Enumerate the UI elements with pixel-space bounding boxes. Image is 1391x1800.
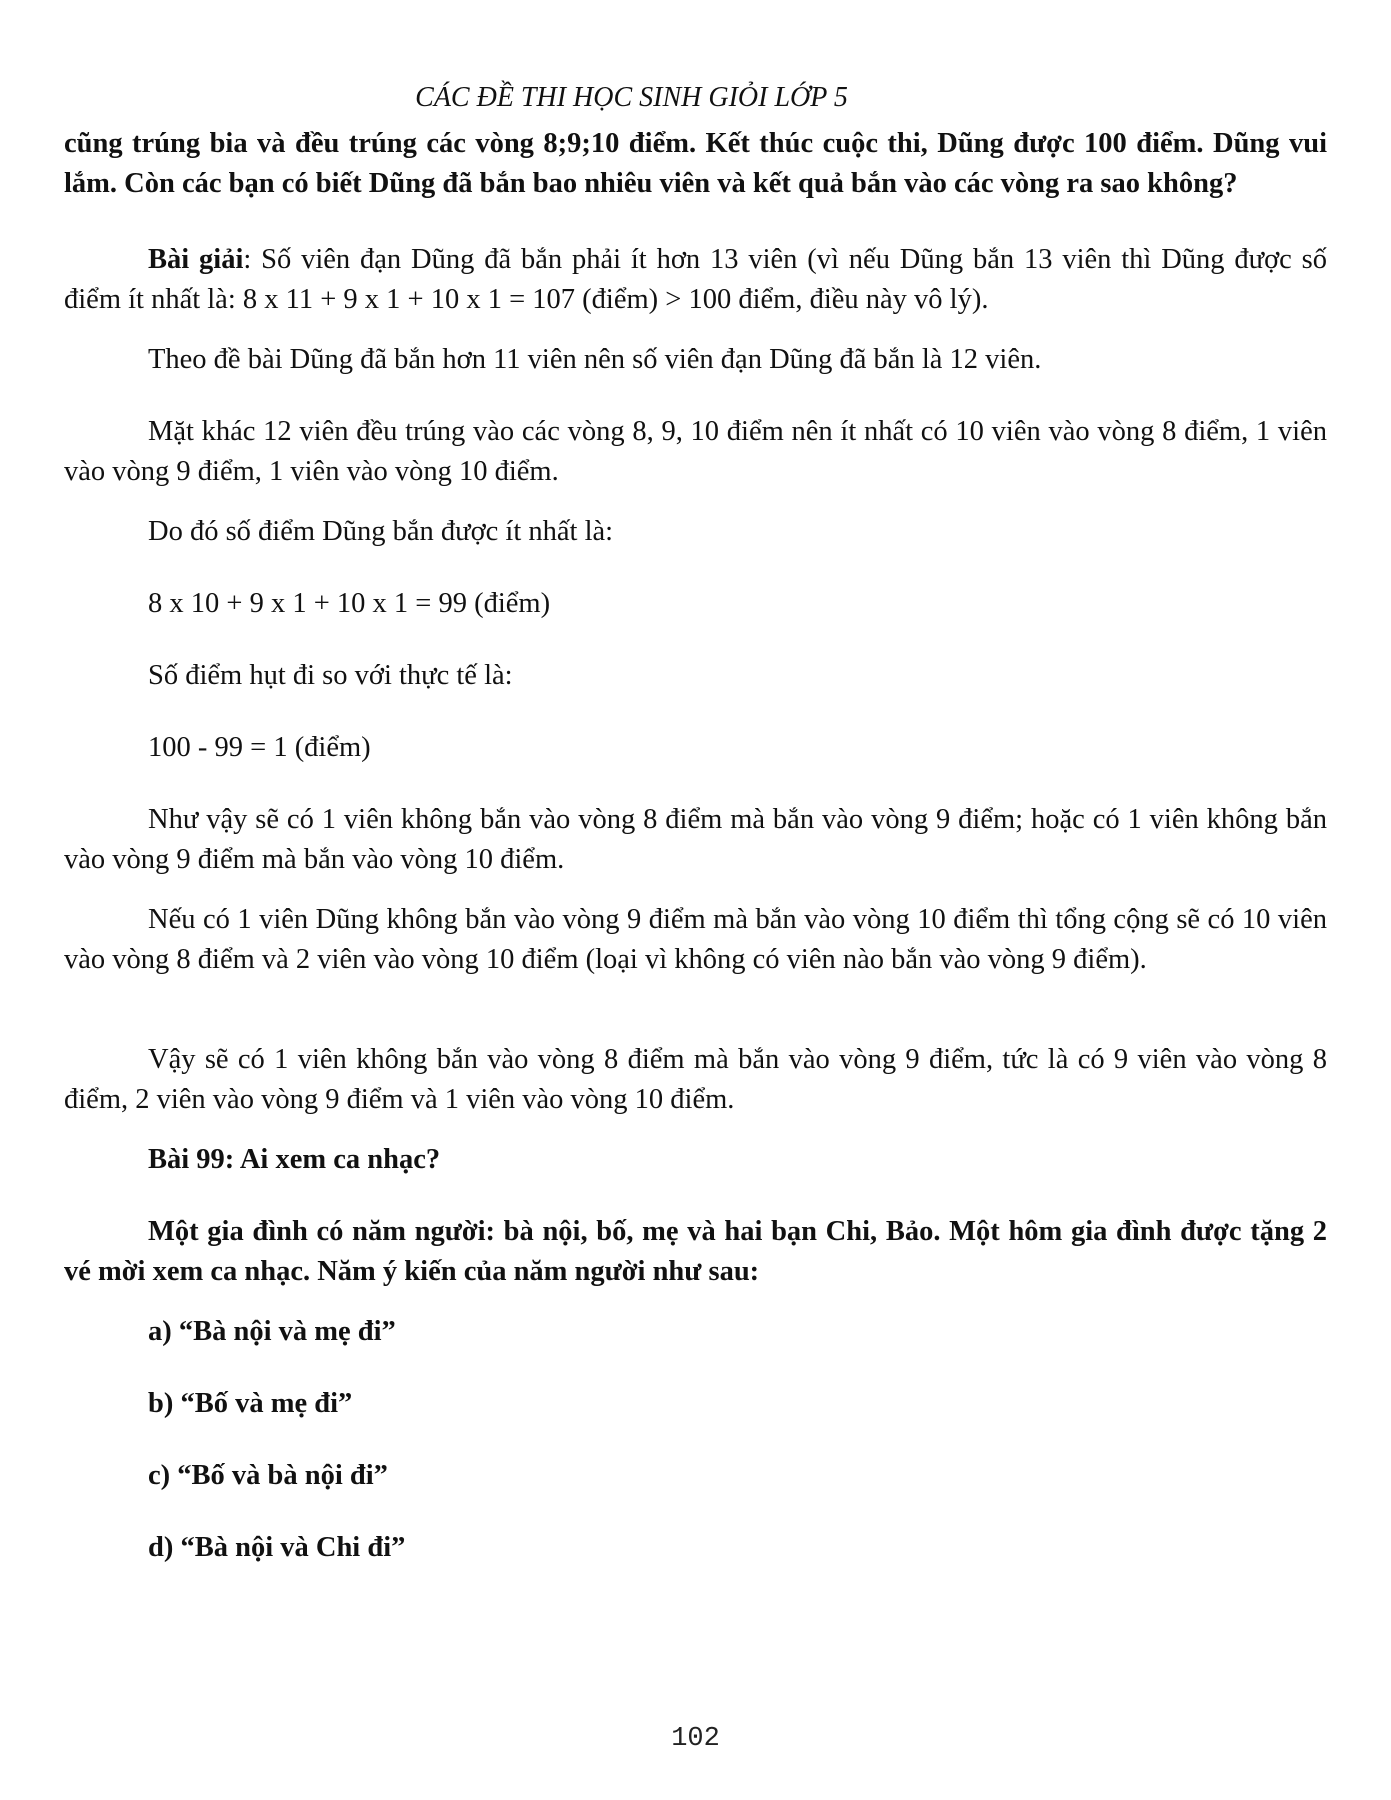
page-header-title: CÁC ĐỀ THI HỌC SINH GIỎI LỚP 5 [415, 82, 848, 113]
option-c: c) “Bố và bà nội đi” [148, 1460, 388, 1491]
equation-shortfall: 100 - 99 = 1 (điểm) [148, 732, 371, 763]
page-number: 102 [671, 1724, 720, 1754]
option-d: d) “Bà nội và Chi đi” [148, 1532, 406, 1563]
paragraph-shots-count: Theo đề bài Dũng đã bắn hơn 11 viên nên số viên đạn Dũng đã bắn là 12 viên. [148, 344, 1042, 375]
paragraph-two-cases: Như vậy sẽ có 1 viên không bắn vào vòng 8 điểm mà bắn vào vòng 9 điểm; hoặc có 1 viên không bắn vào vòng 9 điểm mà bắn vào vòng 10 điểm. [64, 804, 1327, 875]
equation-minimum-score: 8 x 10 + 9 x 1 + 10 x 1 = 99 (điểm) [148, 588, 551, 619]
paragraph-case-rejected: Nếu có 1 viên Dũng không bắn vào vòng 9 điểm mà bắn vào vòng 10 điểm thì tổng cộng sẽ có 10 viên vào vòng 8 điểm và 2 viên vào vòng 10 điểm (loại vì không có viên nào bắn vào vòng 9 điểm). [64, 904, 1327, 975]
paragraph-minimum-rings: Mặt khác 12 viên đều trúng vào các vòng 8, 9, 10 điểm nên ít nhất có 10 viên vào vòng 8 điểm, 1 viên vào vòng 9 điểm, 1 viên vào vòng 10 điểm. [64, 416, 1327, 487]
solution-paragraph [64, 240, 1327, 320]
problem-continuation: cũng trúng bia và đều trúng các vòng 8;9;10 điểm. Kết thúc cuộc thi, Dũng được 100 điểm. Dũng vui lắm. Còn các bạn có biết Dũng đã bắn bao nhiêu viên và kết quả bắn vào các vòng ra sao không? [64, 128, 1327, 199]
paragraph-conclusion: Vậy sẽ có 1 viên không bắn vào vòng 8 điểm mà bắn vào vòng 9 điểm, tức là có 9 viên vào vòng 8 điểm, 2 viên vào vòng 9 điểm và 1 viên vào vòng 10 điểm. [64, 1044, 1327, 1115]
option-a: a) “Bà nội và mẹ đi” [148, 1316, 396, 1347]
paragraph-minimum-score-intro: Do đó số điểm Dũng bắn được ít nhất là: [148, 516, 614, 547]
paragraph-shortfall-intro: Số điểm hụt đi so với thực tế là: [148, 660, 513, 691]
solution-text: : Số viên đạn Dũng đã bắn phải ít hơn 13 viên (vì nếu Dũng bắn 13 viên thì Dũng được số điểm ít nhất là: 8 x 11 + 9 x 1 + 10 x 1 = 107 (điểm) > 100 điểm, điều này vô lý). [64, 244, 1327, 315]
option-b: b) “Bố và mẹ đi” [148, 1388, 353, 1419]
problem-99-statement: Một gia đình có năm người: bà nội, bố, mẹ và hai bạn Chi, Bảo. Một hôm gia đình được tặng 2 vé mời xem ca nhạc. Năm ý kiến của năm người như sau: [64, 1216, 1327, 1287]
problem-99-title: Bài 99: Ai xem ca nhạc? [148, 1144, 441, 1175]
solution-label: Bài giải [148, 244, 244, 275]
